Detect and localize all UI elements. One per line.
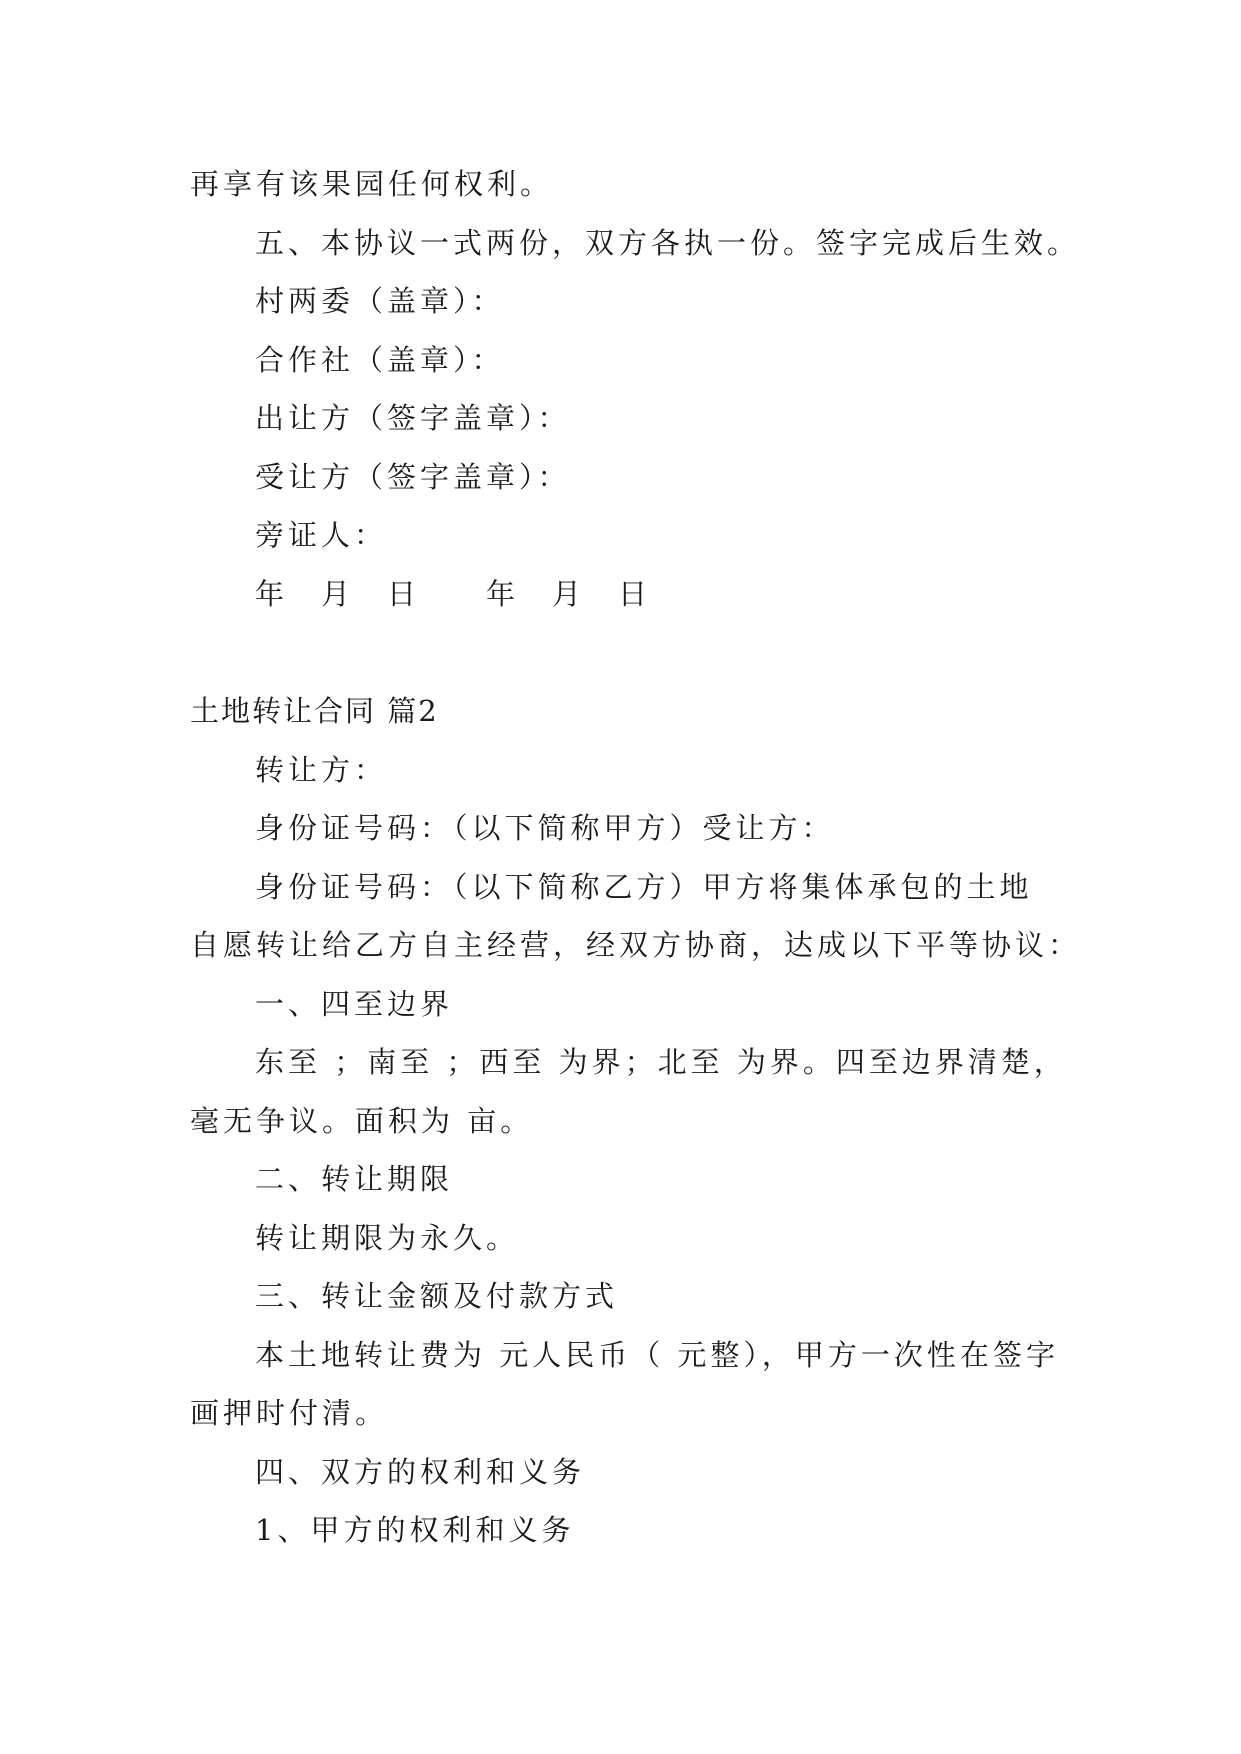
heading-boundaries: 一、四至边界 bbox=[255, 987, 454, 1021]
id-number-party-a: 身份证号码：（以下简称甲方）受让方： bbox=[255, 811, 835, 845]
heading-term: 二、转让期限 bbox=[255, 1162, 454, 1196]
section-title: 土地转让合同 篇2 bbox=[190, 694, 439, 728]
payment-text: 本土地转让费为 元人民币（ 元整），甲方一次性在签字 bbox=[255, 1338, 1059, 1372]
signature-transferor: 出让方（签字盖章）： bbox=[255, 401, 571, 435]
transferor-line: 转让方： bbox=[255, 753, 388, 787]
paragraph-continuation: 再享有该果园任何权利。 bbox=[190, 167, 554, 201]
signature-village-committee: 村两委（盖章）： bbox=[255, 284, 505, 318]
id-number-party-b: 身份证号码：（以下简称乙方）甲方将集体承包的土地 bbox=[255, 870, 1033, 904]
heading-rights-obligations: 四、双方的权利和义务 bbox=[255, 1455, 586, 1489]
clause-five: 五、本协议一式两份，双方各执一份。签字完成后生效。 bbox=[255, 226, 1081, 260]
boundaries-text: 东至 ；南至 ；西至 为界；北至 为界。四至边界清楚， bbox=[255, 1045, 1067, 1079]
signature-transferee: 受让方（签字盖章）： bbox=[255, 460, 571, 494]
date-line: 年 月 日 年 月 日 bbox=[255, 577, 652, 611]
heading-payment: 三、转让金额及付款方式 bbox=[255, 1279, 619, 1313]
payment-text-continued: 画押时付清。 bbox=[190, 1396, 389, 1430]
signature-witness: 旁证人： bbox=[255, 518, 388, 552]
term-text: 转让期限为永久。 bbox=[255, 1221, 520, 1255]
agreement-intro: 自愿转让给乙方自主经营，经双方协商，达成以下平等协议： bbox=[190, 928, 1082, 962]
subheading-party-a-rights: 1、甲方的权利和义务 bbox=[255, 1513, 575, 1547]
boundaries-text-continued: 毫无争议。面积为 亩。 bbox=[190, 1104, 534, 1138]
signature-cooperative: 合作社（盖章）： bbox=[255, 343, 505, 377]
